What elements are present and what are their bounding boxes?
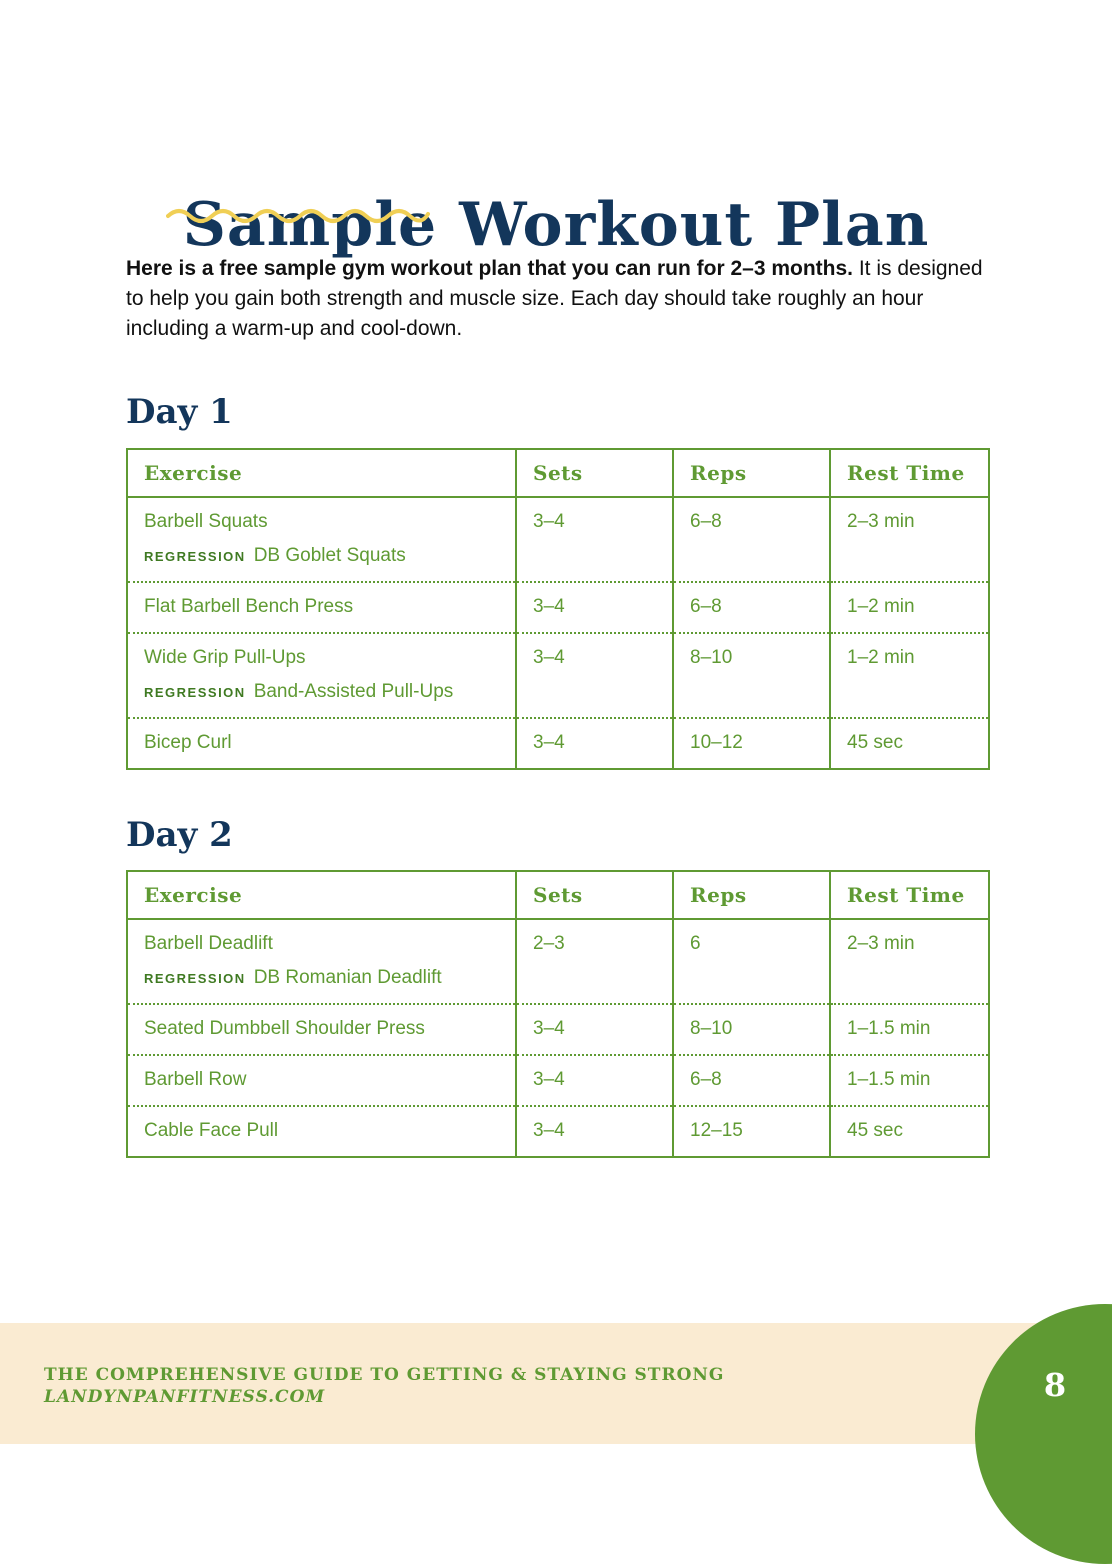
reps-cell: 6–8	[673, 1055, 830, 1106]
sets-cell: 3–4	[516, 1106, 673, 1157]
rest-cell: 2–3 min	[830, 497, 989, 582]
sets-cell: 3–4	[516, 497, 673, 582]
table-row	[127, 633, 989, 718]
header-reps: Reps	[673, 871, 830, 919]
exercise-name: Barbell Squats	[144, 511, 268, 532]
reps-cell: 8–10	[673, 1004, 830, 1055]
header-reps: Reps	[673, 449, 830, 497]
intro-paragraph	[126, 254, 986, 344]
exercise-cell: Cable Face Pull	[144, 1120, 279, 1141]
sets-cell: 3–4	[516, 718, 673, 769]
regression	[144, 545, 499, 568]
footer-band	[0, 1323, 1112, 1444]
sets-cell: 2–3	[516, 919, 673, 1004]
reps-cell: 6–8	[673, 497, 830, 582]
header-exercise: Exercise	[127, 449, 516, 497]
regression	[144, 681, 499, 704]
exercise-cell: Flat Barbell Bench Press	[127, 582, 516, 633]
exercise-name: Wide Grip Pull-Ups	[144, 647, 306, 668]
rest-cell: 1–1.5 min	[830, 1004, 989, 1055]
rest-cell: 1–1.5 min	[830, 1055, 989, 1106]
day-1-table	[126, 448, 990, 770]
sets-cell: 3–4	[516, 1004, 673, 1055]
regression-exercise: DB Romanian Deadlift	[253, 967, 442, 988]
rest-cell: 45 sec	[830, 718, 989, 769]
squiggle-underline	[166, 204, 430, 226]
exercise-name: Barbell Deadlift	[144, 933, 273, 954]
day-2-heading: Day 2	[126, 815, 233, 855]
reps-cell: 10–12	[673, 718, 830, 769]
sets-cell: 3–4	[516, 582, 673, 633]
reps-cell: 8–10	[673, 633, 830, 718]
regression	[144, 967, 499, 990]
regression-exercise: DB Goblet Squats	[253, 545, 406, 566]
header-rest: Rest Time	[830, 871, 989, 919]
table-row	[127, 718, 989, 769]
header-sets: Sets	[516, 871, 673, 919]
rest-cell: 2–3 min	[830, 919, 989, 1004]
day-1-heading: Day 1	[126, 392, 233, 432]
table-row	[127, 1055, 989, 1106]
table-row	[127, 1004, 989, 1055]
intro-rest: It is designed to help you gain both strength and muscle size. Each day should take roughly an hour including a warm-up and cool-down.	[126, 257, 983, 340]
table-row	[127, 497, 989, 582]
header-exercise: Exercise	[127, 871, 516, 919]
footer-guide-title: THE COMPREHENSIVE GUIDE TO GETTING & STAYING STRONG	[44, 1365, 725, 1385]
sets-cell: 3–4	[516, 1055, 673, 1106]
exercise-cell: Bicep Curl	[144, 732, 232, 753]
exercise-cell: Barbell Row	[127, 1055, 516, 1106]
rest-cell: 45 sec	[830, 1106, 989, 1157]
page-number: 8	[1043, 1366, 1067, 1404]
footer-website: LANDYNPANFITNESS.COM	[44, 1387, 326, 1407]
reps-cell: 6–8	[673, 582, 830, 633]
rest-cell: 1–2 min	[830, 582, 989, 633]
reps-cell: 6	[673, 919, 830, 1004]
rest-cell: 1–2 min	[830, 633, 989, 718]
table-row	[127, 919, 989, 1004]
exercise-cell: Seated Dumbbell Shoulder Press	[127, 1004, 516, 1055]
exercise-cell	[127, 919, 516, 1004]
reps-cell: 12–15	[673, 1106, 830, 1157]
table-row	[127, 582, 989, 633]
exercise-cell	[127, 633, 516, 718]
header-rest: Rest Time	[830, 449, 989, 497]
sets-cell: 3–4	[516, 633, 673, 718]
regression-label: REGRESSION	[144, 685, 246, 700]
header-sets: Sets	[516, 449, 673, 497]
table-row	[127, 1106, 989, 1157]
regression-exercise: Band-Assisted Pull-Ups	[253, 681, 454, 702]
table-header-row	[127, 449, 989, 497]
intro-bold: Here is a free sample gym workout plan that you can run for 2–3 months.	[126, 257, 854, 280]
regression-label: REGRESSION	[144, 971, 246, 986]
regression-label: REGRESSION	[144, 549, 246, 564]
exercise-cell	[127, 497, 516, 582]
day-2-table	[126, 870, 990, 1158]
page-title: Sample Workout Plan	[182, 190, 930, 261]
table-header-row	[127, 871, 989, 919]
